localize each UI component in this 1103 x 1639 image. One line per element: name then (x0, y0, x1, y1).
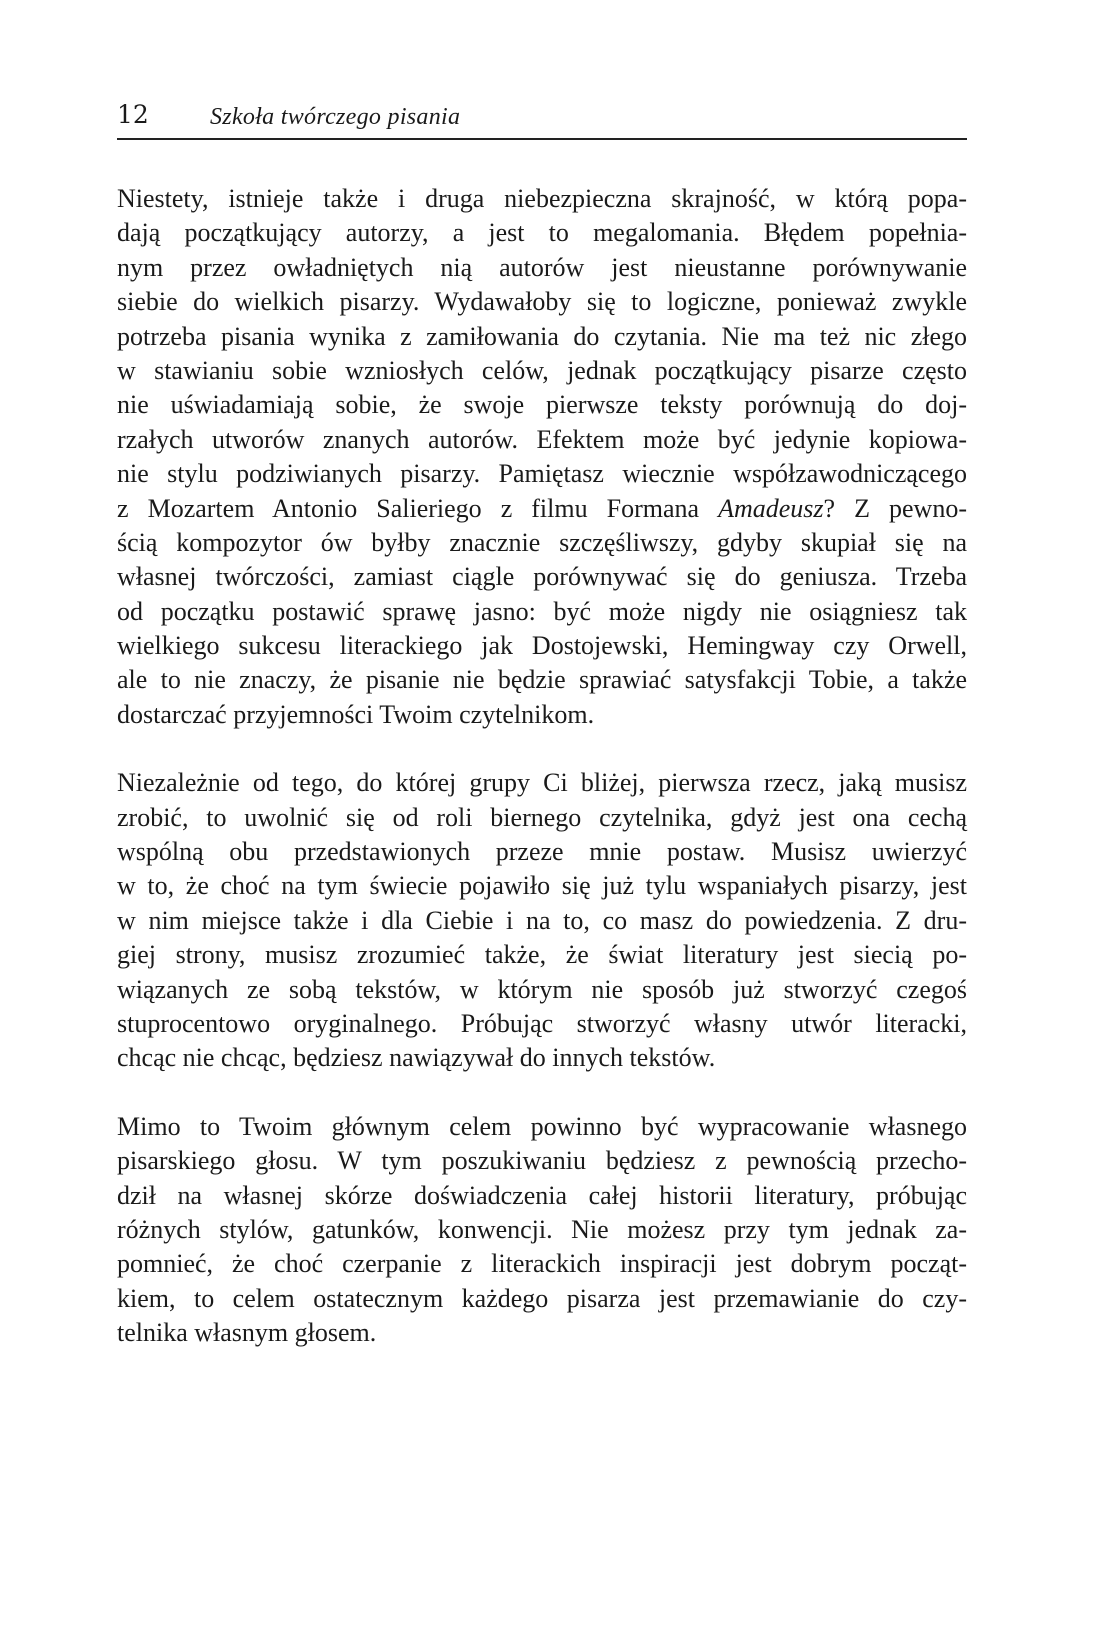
text-line: pisarskiego głosu. W tym poszukiwaniu będziesz z pewnością przecho- (117, 1146, 967, 1176)
text-line: wielkiego sukcesu literackiego jak Dostojewski, Hemingway czy Orwell, (117, 631, 967, 661)
text-line: ale to nie znaczy, że pisanie nie będzie sprawiać satysfakcji Tobie, a także (117, 665, 967, 695)
paragraph-2 (117, 766, 967, 1076)
text-line: w to, że choć na tym świecie pojawiło się już tylu wspaniałych pisarzy, jest (117, 871, 967, 901)
text-line: potrzeba pisania wynika z zamiłowania do czytania. Nie ma też nic złego (117, 321, 967, 351)
text-line: w nim miejsce także i dla Ciebie i na to, co masz do powiedzenia. Z dru- (117, 905, 967, 935)
text-line: telnika własnym głosem. (117, 1318, 377, 1348)
page-number: 12 (117, 100, 149, 129)
text-line: nie stylu podziwianych pisarzy. Pamiętasz wiecznie współzawodniczącego (117, 459, 967, 489)
text-segment: z Mozartem Antonio Salieriego z filmu Formana (117, 493, 719, 523)
text-segment: ? Z pewno- (823, 493, 967, 523)
body-text (117, 182, 967, 1385)
text-line: ścią kompozytor ów byłby znacznie szczęśliwszy, gdyby skupiał się na (117, 527, 967, 557)
text-line-with-title (117, 492, 967, 526)
film-title: Amadeusz (718, 493, 824, 523)
text-line: różnych stylów, gatunków, konwencji. Nie możesz przy tym jednak za- (117, 1214, 967, 1244)
text-line: wiązanych ze sobą tekstów, w którym nie sposób już stworzyć czegoś (117, 974, 967, 1004)
text-line: Niezależnie od tego, do której grupy Ci bliżej, pierwsza rzecz, jaką musisz (117, 768, 967, 798)
text-line: Mimo to Twoim głównym celem powinno być wypracowanie własnego (117, 1111, 967, 1141)
paragraph-1 (117, 182, 967, 732)
text-line: pomnieć, że choć czerpanie z literackich inspiracji jest dobrym począt- (117, 1249, 967, 1279)
text-line: dził na własnej skórze doświadczenia całej historii literatury, próbując (117, 1180, 967, 1210)
running-header (117, 96, 967, 140)
text-line: Niestety, istnieje także i druga niebezpieczna skrajność, w którą popa- (117, 184, 967, 213)
text-line: nie uświadamiają sobie, że swoje pierwsze teksty porównują do doj- (117, 390, 967, 420)
text-line: chcąc nie chcąc, będziesz nawiązywał do innych tekstów. (117, 1043, 716, 1073)
text-line: własnej twórczości, zamiast ciągle porównywać się do geniusza. Trzeba (117, 562, 967, 592)
text-line: zrobić, to uwolnić się od roli biernego czytelnika, gdyż jest ona cechą (117, 802, 967, 832)
text-line: kiem, to celem ostatecznym każdego pisarza jest przemawianie do czy- (117, 1283, 967, 1313)
text-line: giej strony, musisz zrozumieć także, że świat literatury jest siecią po- (117, 940, 967, 970)
text-line: wspólną obu przedstawionych przeze mnie postaw. Musisz uwierzyć (117, 837, 967, 867)
text-line: dostarczać przyjemności Twoim czytelnikom. (117, 699, 595, 729)
text-line: nym przez owładniętych nią autorów jest nieustanne porównywanie (117, 252, 967, 282)
text-line: rzałych utworów znanych autorów. Efektem może być jedynie kopiowa- (117, 424, 967, 454)
running-title: Szkoła twórczego pisania (210, 104, 461, 130)
text-line: dają początkujący autorzy, a jest to megalomania. Błędem popełnia- (117, 218, 967, 248)
text-line: od początku postawić sprawę jasno: być może nigdy nie osiągniesz tak (117, 596, 967, 626)
text-line: stuprocentowo oryginalnego. Próbując stworzyć własny utwór literacki, (117, 1008, 967, 1038)
text-line: siebie do wielkich pisarzy. Wydawałoby się to logiczne, ponieważ zwykle (117, 287, 967, 317)
text-line: w stawianiu sobie wzniosłych celów, jednak początkujący pisarze często (117, 355, 967, 385)
paragraph-3 (117, 1110, 967, 1351)
